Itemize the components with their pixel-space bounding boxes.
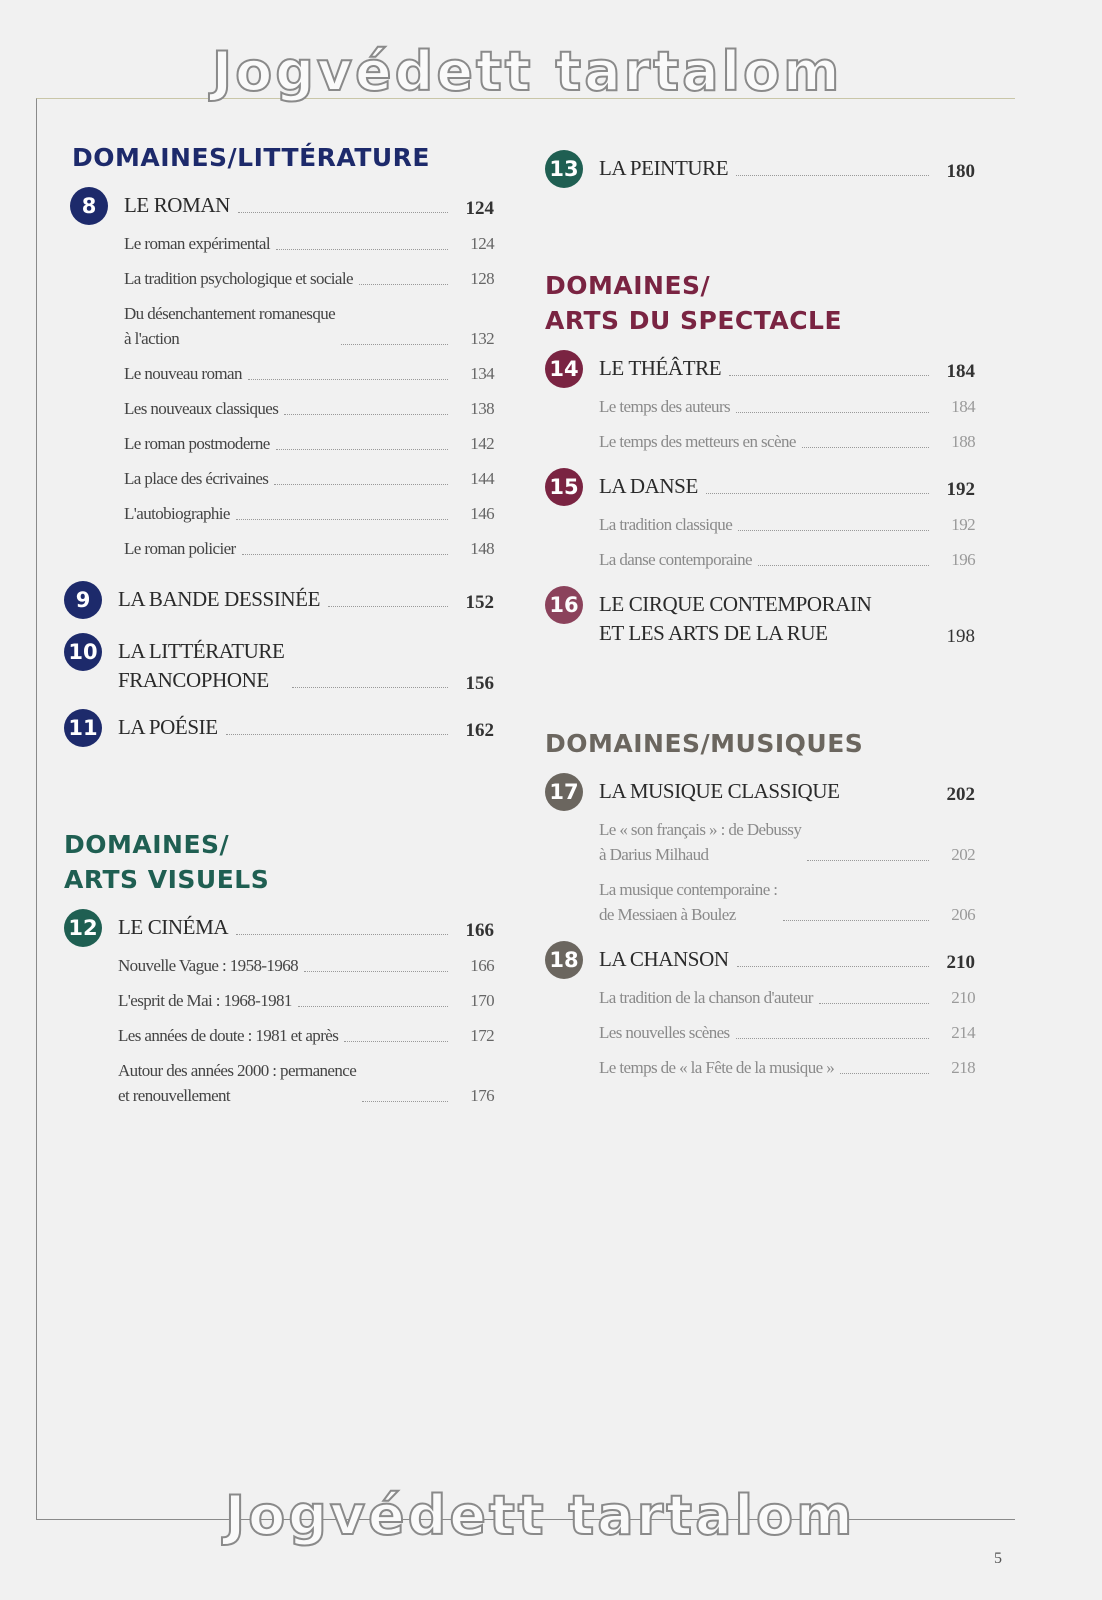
chapter-9[interactable] <box>64 581 494 619</box>
sub-page: 170 <box>470 991 494 1010</box>
dot-leader <box>226 734 448 735</box>
sub-page: 184 <box>951 397 975 416</box>
dot-leader <box>284 414 448 415</box>
dot-leader <box>276 449 448 450</box>
chapter-page-13: 180 <box>946 161 975 182</box>
chapter-badge-16: 16 <box>545 586 583 624</box>
chapter-16[interactable] <box>545 586 975 648</box>
dot-leader <box>738 530 929 531</box>
chapter-title-16: LE CIRQUE CONTEMPORAIN ET LES ARTS DE LA RUE <box>599 592 872 645</box>
sub-page: 128 <box>470 269 494 288</box>
dot-leader <box>236 519 448 520</box>
sub-entry[interactable] <box>118 1058 494 1108</box>
left-column <box>64 140 494 1122</box>
dot-leader <box>737 966 929 967</box>
sub-entry[interactable] <box>124 466 494 491</box>
chapter-17[interactable] <box>545 773 975 927</box>
sub-page: 124 <box>470 234 494 253</box>
sub-entry[interactable] <box>124 431 494 456</box>
sub-title: Le roman expérimental <box>124 234 270 253</box>
chapter-badge-13: 13 <box>545 150 583 188</box>
sub-title: Le nouveau roman <box>124 364 242 383</box>
sub-entry[interactable] <box>599 877 975 927</box>
sub-title: Le « son français » : de Debussy à Darius Milhaud <box>599 820 802 864</box>
sub-page: 210 <box>951 988 975 1007</box>
chapter-title-14: LE THÉÂTRE <box>599 356 722 380</box>
chapter-page-10: 156 <box>465 673 494 694</box>
sub-entry[interactable] <box>124 536 494 561</box>
dot-leader <box>292 687 448 688</box>
dot-leader <box>729 375 929 376</box>
sub-title: La tradition de la chanson d'auteur <box>599 988 813 1007</box>
chapter-badge-17: 17 <box>545 773 583 811</box>
chapter-page-14: 184 <box>946 361 975 382</box>
chapter-12[interactable] <box>64 909 494 1108</box>
sub-entry[interactable] <box>599 817 975 867</box>
sub-entry[interactable] <box>124 231 494 256</box>
dot-leader <box>359 284 448 285</box>
chapter-badge-9: 9 <box>64 581 102 619</box>
section-title-visuels: DOMAINES/ ARTS VISUELS <box>64 830 270 894</box>
dot-leader <box>362 1101 448 1102</box>
dot-leader <box>236 934 448 935</box>
chapter-page-18: 210 <box>946 952 975 973</box>
chapter-8[interactable] <box>70 187 494 561</box>
chapter-badge-10: 10 <box>64 633 102 671</box>
chapter-18[interactable] <box>545 941 975 1080</box>
sub-entry[interactable] <box>118 988 494 1013</box>
sub-entry[interactable] <box>599 512 975 537</box>
sub-entry[interactable] <box>599 429 975 454</box>
sub-page: 202 <box>951 845 975 864</box>
section-spectacle <box>545 268 975 648</box>
sub-title: La place des écrivaines <box>124 469 269 488</box>
sub-page: 142 <box>470 434 494 453</box>
sub-title: Autour des années 2000 : permanence et renouvellement <box>118 1061 357 1105</box>
sub-page: 176 <box>470 1086 494 1105</box>
dot-leader <box>341 344 448 345</box>
chapter-title-18: LA CHANSON <box>599 947 729 971</box>
section-title-spectacle: DOMAINES/ ARTS DU SPECTACLE <box>545 271 843 335</box>
sub-entry[interactable] <box>599 547 975 572</box>
sub-entry[interactable] <box>599 985 975 1010</box>
sub-page: 196 <box>951 550 975 569</box>
sub-title: La tradition classique <box>599 515 733 534</box>
dot-leader <box>276 249 448 250</box>
chapter-13[interactable] <box>545 150 975 188</box>
sub-title: Le roman policier <box>124 539 236 558</box>
sub-title: Les nouvelles scènes <box>599 1023 730 1042</box>
dot-leader <box>242 554 448 555</box>
dot-leader <box>344 1041 448 1042</box>
chapter-title-17: LA MUSIQUE CLASSIQUE <box>599 779 840 803</box>
sub-page: 218 <box>951 1058 975 1077</box>
chapter-title-10: LA LITTÉRATURE FRANCOPHONE <box>118 639 285 692</box>
chapter-10[interactable] <box>64 633 494 695</box>
sub-entry[interactable] <box>124 266 494 291</box>
watermark-bottom: Jogvédett tartalom <box>225 1484 856 1547</box>
chapter-15[interactable] <box>545 468 975 572</box>
sub-title: Le temps des auteurs <box>599 397 731 416</box>
dot-leader <box>706 493 929 494</box>
sub-page: 188 <box>951 432 975 451</box>
sub-title: Le roman postmoderne <box>124 434 270 453</box>
sub-page: 134 <box>470 364 494 383</box>
chapter-title-15: LA DANSE <box>599 474 698 498</box>
sub-page: 144 <box>470 469 494 488</box>
sub-page: 138 <box>470 399 494 418</box>
sub-title: Nouvelle Vague : 1958-1968 <box>118 956 299 975</box>
dot-leader <box>298 1006 448 1007</box>
sub-title: Les années de doute : 1981 et après <box>118 1026 339 1045</box>
dot-leader <box>819 1003 929 1004</box>
chapter-page-15: 192 <box>946 479 975 500</box>
chapter-title-12: LE CINÉMA <box>118 915 229 939</box>
sub-title: Les nouveaux classiques <box>124 399 279 418</box>
chapter-14[interactable] <box>545 350 975 454</box>
dot-leader <box>840 1073 929 1074</box>
sub-page: 132 <box>470 329 494 348</box>
chapter-badge-8: 8 <box>70 187 108 225</box>
page-number: 5 <box>994 1550 1002 1567</box>
sub-title: La tradition psychologique et sociale <box>124 269 353 288</box>
dot-leader <box>304 971 448 972</box>
sub-entry[interactable] <box>118 953 494 978</box>
sub-title: La danse contemporaine <box>599 550 752 569</box>
sub-page: 206 <box>951 905 975 924</box>
sub-entry[interactable] <box>124 396 494 421</box>
chapter-title-8: LE ROMAN <box>124 193 230 217</box>
dot-leader <box>802 447 929 448</box>
chapter-badge-15: 15 <box>545 468 583 506</box>
section-visuels <box>64 827 494 1108</box>
sub-page: 146 <box>470 504 494 523</box>
watermark-top: Jogvédett tartalom <box>212 40 843 103</box>
chapter-page-17: 202 <box>946 784 975 805</box>
sub-entry[interactable] <box>124 301 494 351</box>
dot-leader <box>238 212 448 213</box>
sub-entry[interactable] <box>599 1020 975 1045</box>
sub-title: L'esprit de Mai : 1968-1981 <box>118 991 292 1010</box>
chapter-badge-11: 11 <box>64 709 102 747</box>
section-title-musiques: DOMAINES/MUSIQUES <box>545 729 864 758</box>
chapter-page-16: 198 <box>946 626 975 647</box>
sub-page: 192 <box>951 515 975 534</box>
dot-leader <box>328 606 448 607</box>
dot-leader <box>274 484 448 485</box>
chapter-badge-14: 14 <box>545 350 583 388</box>
sub-page: 172 <box>470 1026 494 1045</box>
dot-leader <box>758 565 929 566</box>
chapter-page-12: 166 <box>465 920 494 941</box>
chapter-page-11: 162 <box>465 720 494 741</box>
sub-title: Du désenchantement romanesque à l'action <box>124 304 336 348</box>
chapter-page-9: 152 <box>465 592 494 613</box>
chapter-badge-12: 12 <box>64 909 102 947</box>
dot-leader <box>736 1038 929 1039</box>
dot-leader <box>783 920 929 921</box>
sub-entry[interactable] <box>124 361 494 386</box>
chapter-badge-18: 18 <box>545 941 583 979</box>
chapter-11[interactable] <box>64 709 494 747</box>
right-column <box>545 150 975 1094</box>
sub-title: L'autobiographie <box>124 504 230 523</box>
dot-leader <box>807 860 929 861</box>
sub-title: La musique contemporaine : de Messiaen à Boulez <box>599 880 778 924</box>
sub-title: Le temps de « la Fête de la musique » <box>599 1058 835 1077</box>
chapter-title-11: LA POÉSIE <box>118 715 218 739</box>
sub-entry[interactable] <box>118 1023 494 1048</box>
sub-entry[interactable] <box>599 394 975 419</box>
sub-title: Le temps des metteurs en scène <box>599 432 796 451</box>
dot-leader <box>248 379 448 380</box>
dot-leader <box>736 412 929 413</box>
dot-leader <box>736 175 929 176</box>
chapter-page-8: 124 <box>465 198 494 219</box>
sub-entry[interactable] <box>124 501 494 526</box>
chapter-title-13: LA PEINTURE <box>599 156 729 180</box>
sub-entry[interactable] <box>599 1055 975 1080</box>
sub-page: 166 <box>470 956 494 975</box>
section-title-litterature: DOMAINES/LITTÉRATURE <box>72 143 430 172</box>
chapter-title-9: LA BANDE DESSINÉE <box>118 587 321 611</box>
sub-page: 214 <box>951 1023 975 1042</box>
sub-page: 148 <box>470 539 494 558</box>
section-musiques <box>545 726 975 1080</box>
section-litterature <box>64 140 494 747</box>
